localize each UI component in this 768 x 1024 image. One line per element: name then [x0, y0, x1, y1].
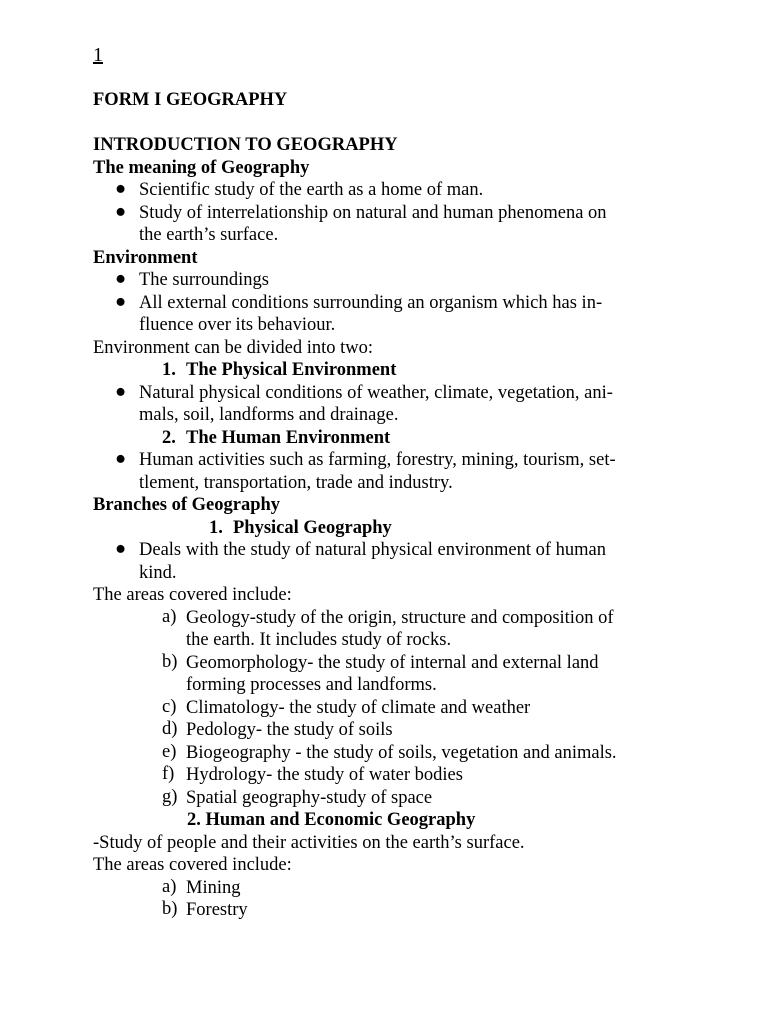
document-page [93, 44, 713, 922]
item-label: a) [162, 606, 177, 627]
environment-bullet-2 [93, 292, 713, 337]
bullet-icon: ● [115, 539, 127, 559]
bullet-line: Natural physical conditions of weather, climate, vegetation, ani- [139, 382, 613, 403]
item-line: Pedology- the study of soils [186, 720, 393, 740]
item-label: f) [162, 764, 175, 784]
list-number: 1. [162, 360, 176, 380]
human-environment-heading [93, 427, 713, 450]
bullet-line: Human activities such as farming, forestry, mining, tourism, set- [139, 450, 616, 470]
page-number-text: 1 [93, 44, 103, 66]
page-number [93, 44, 713, 67]
item-line: Spatial geography-study of space [186, 787, 433, 808]
list-item [93, 764, 713, 787]
item-line: Hydrology- the study of water bodies [186, 765, 463, 785]
list-item [93, 899, 713, 922]
bullet-icon: ● [115, 449, 127, 469]
meaning-bullet-2 [93, 202, 713, 247]
physical-geography-bullet [93, 539, 713, 584]
list-item [93, 787, 713, 810]
bullet-line: fluence over its behaviour. [139, 315, 336, 335]
item-line: the earth. It includes study of rocks. [186, 630, 452, 650]
bullet-line: Scientific study of the earth as a home of man. [139, 180, 484, 200]
item-label: d) [162, 719, 178, 739]
bullet-line: mals, soil, landforms and drainage. [139, 405, 399, 425]
bullet-line: tlement, transportation, trade and industry. [139, 472, 453, 493]
list-item [93, 742, 713, 765]
item-label: a) [162, 876, 177, 897]
bullet-icon: ● [115, 269, 127, 289]
environment-divided-text: Environment can be divided into two: [93, 337, 374, 358]
bullet-line: Deals with the study of natural physical environment of human [139, 540, 607, 560]
item-line: Geology-study of the origin, structure and composition of [186, 607, 614, 628]
item-label: g) [162, 786, 178, 807]
human-geography-description: -Study of people and their activities on the earth’s surface. [93, 832, 525, 853]
list-item [93, 652, 713, 697]
heading-text: Physical Geography [233, 517, 392, 538]
physical-areas-text: The areas covered include: [93, 585, 292, 605]
meaning-heading: The meaning of Geography [93, 157, 310, 178]
human-areas-text: The areas covered include: [93, 855, 292, 875]
list-item [93, 877, 713, 900]
physical-geography-heading [93, 517, 713, 540]
item-label: c) [162, 696, 177, 717]
bullet-line: All external conditions surrounding an organism which has in- [139, 292, 603, 313]
human-geography-heading: 2. Human and Economic Geography [187, 810, 476, 830]
form-title: FORM I GEOGRAPHY [93, 90, 288, 110]
item-label: b) [162, 651, 178, 672]
item-line: Mining [186, 877, 241, 898]
item-line: Forestry [186, 900, 248, 920]
environment-heading: Environment [93, 247, 198, 268]
list-item [93, 719, 713, 742]
branches-heading: Branches of Geography [93, 495, 281, 515]
bullet-line: Study of interrelationship on natural and human phenomena on [139, 202, 607, 223]
physical-environment-heading [93, 359, 713, 382]
bullet-icon: ● [115, 201, 127, 222]
list-item [93, 607, 713, 652]
environment-bullet-1 [93, 269, 713, 292]
list-item [93, 697, 713, 720]
item-line: forming processes and landforms. [186, 675, 437, 695]
bullet-icon: ● [115, 381, 127, 402]
heading-text: The Human Environment [186, 427, 391, 448]
heading-text: The Physical Environment [186, 360, 397, 380]
spacer [93, 67, 713, 90]
item-line: Climatology- the study of climate and weather [186, 697, 531, 718]
physical-environment-bullet [93, 382, 713, 427]
meaning-bullet-1 [93, 179, 713, 202]
item-line: Geomorphology- the study of internal and external land [186, 652, 599, 673]
bullet-line: kind. [139, 562, 177, 583]
item-label: e) [162, 741, 177, 762]
bullet-icon: ● [115, 179, 127, 199]
bullet-line: the earth’s surface. [139, 225, 279, 245]
list-number: 1. [209, 517, 223, 538]
spacer [93, 112, 713, 135]
bullet-icon: ● [115, 291, 127, 312]
list-number: 2. [162, 427, 176, 448]
intro-heading: INTRODUCTION TO GEOGRAPHY [93, 135, 398, 155]
item-label: b) [162, 899, 178, 919]
human-environment-bullet [93, 449, 713, 494]
item-line: Biogeography - the study of soils, vegetation and animals. [186, 742, 617, 763]
bullet-line: The surroundings [139, 270, 269, 290]
